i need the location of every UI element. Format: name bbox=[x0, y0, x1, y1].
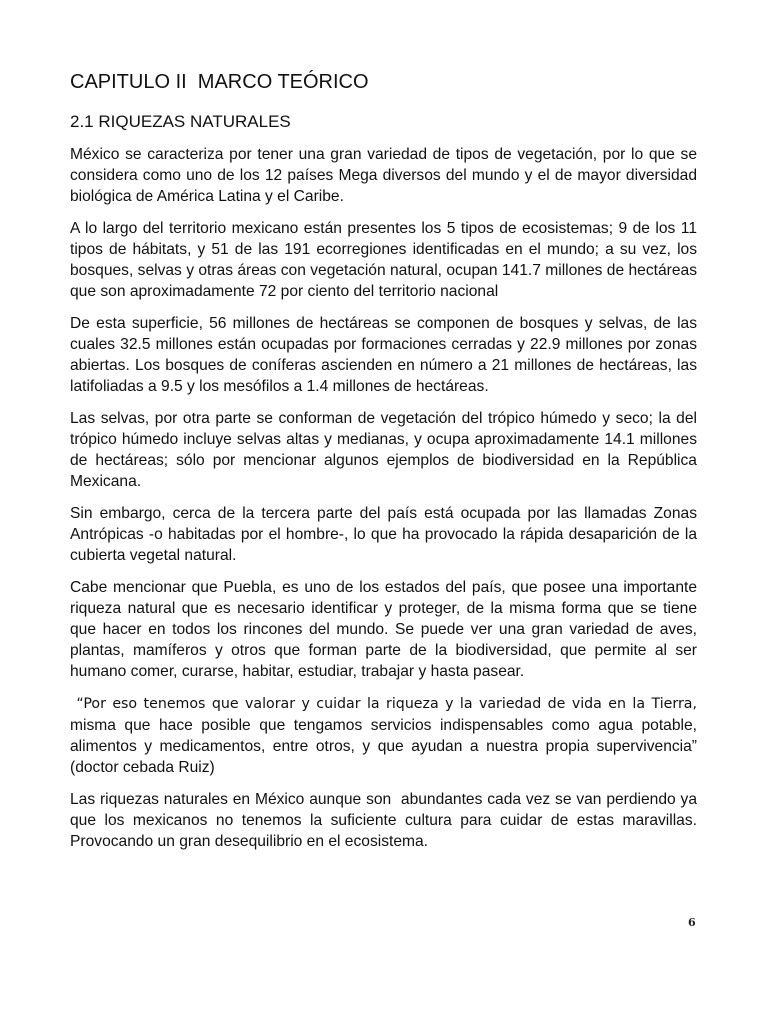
document-body bbox=[70, 68, 702, 863]
paragraph-3: De esta superficie, 56 millones de hectáreas se componen de bosques y selvas, de las cuales 32.5 millones están ocupadas por formaciones cerradas y 22.9 millones por zonas abiertas. Los bosques de coníferas ascienden en número a 21 millones de hectáreas, las latifoliadas a 9.5 y los mesófilos a 1.4 millones de hectáreas. bbox=[70, 315, 702, 395]
quote-paragraph bbox=[70, 693, 702, 778]
page-number: 6 bbox=[688, 916, 696, 929]
paragraph-4: Las selvas, por otra parte se conforman de vegetación del trópico húmedo y seco; la del trópico húmedo incluye selvas altas y medianas, y ocupa aproximadamente 14.1 millones de hectáreas; sólo por mencionar algunos ejemplos de biodiversidad en la República Mexicana. bbox=[70, 410, 702, 490]
paragraph-6: Cabe mencionar que Puebla, es uno de los estados del país, que posee una importante riqueza natural que es necesario identificar y proteger, de la misma forma que se tiene que hacer en todos los rincones del mundo. Se puede ver una gran variedad de aves, plantas, mamíferos y otros que forman parte de la biodiversidad, que permite al ser humano comer, curarse, habitar, estudiar, trabajar y hasta pasear. bbox=[70, 579, 702, 680]
paragraph-2: A lo largo del territorio mexicano están presentes los 5 tipos de ecosistemas; 9 de los 11 tipos de hábitats, y 51 de las 191 ecorregiones identificadas en el mundo; a su vez, los bosques, selvas y otras áreas con vegetación natural, ocupan 141.7 millones de hectáreas que son aproximadamente 72 por ciento del territorio nacional bbox=[70, 220, 702, 300]
chapter-title: CAPITULO II MARCO TEÓRICO bbox=[70, 71, 369, 93]
quote-rest: misma que hace posible que tengamos servicios indispensables como agua potable, alimentos y medicamentos, entre otros, y que ayudan a nuestra propia supervivencia” (doctor cebada Ruiz) bbox=[70, 695, 702, 776]
quote-lead: “Por eso tenemos que valorar y cuidar la riqueza y la variedad de vida en la Tierra, bbox=[70, 696, 697, 712]
section-title: 2.1 RIQUEZAS NATURALES bbox=[70, 112, 291, 131]
paragraph-1: México se caracteriza por tener una gran variedad de tipos de vegetación, por lo que se considera como uno de los 12 países Mega diversos del mundo y el de mayor diversidad biológica de América Latina y el Caribe. bbox=[70, 146, 702, 205]
closing-paragraph: Las riquezas naturales en México aunque son abundantes cada vez se van perdiendo ya que los mexicanos no tenemos la suficiente cultura para cuidar de estas maravillas. Provocando un gran desequilibrio en el ecosistema. bbox=[70, 791, 702, 850]
paragraph-5: Sin embargo, cerca de la tercera parte del país está ocupada por las llamadas Zonas Antrópicas -o habitadas por el hombre-, lo que ha provocado la rápida desaparición de la cubierta vegetal natural. bbox=[70, 505, 702, 564]
